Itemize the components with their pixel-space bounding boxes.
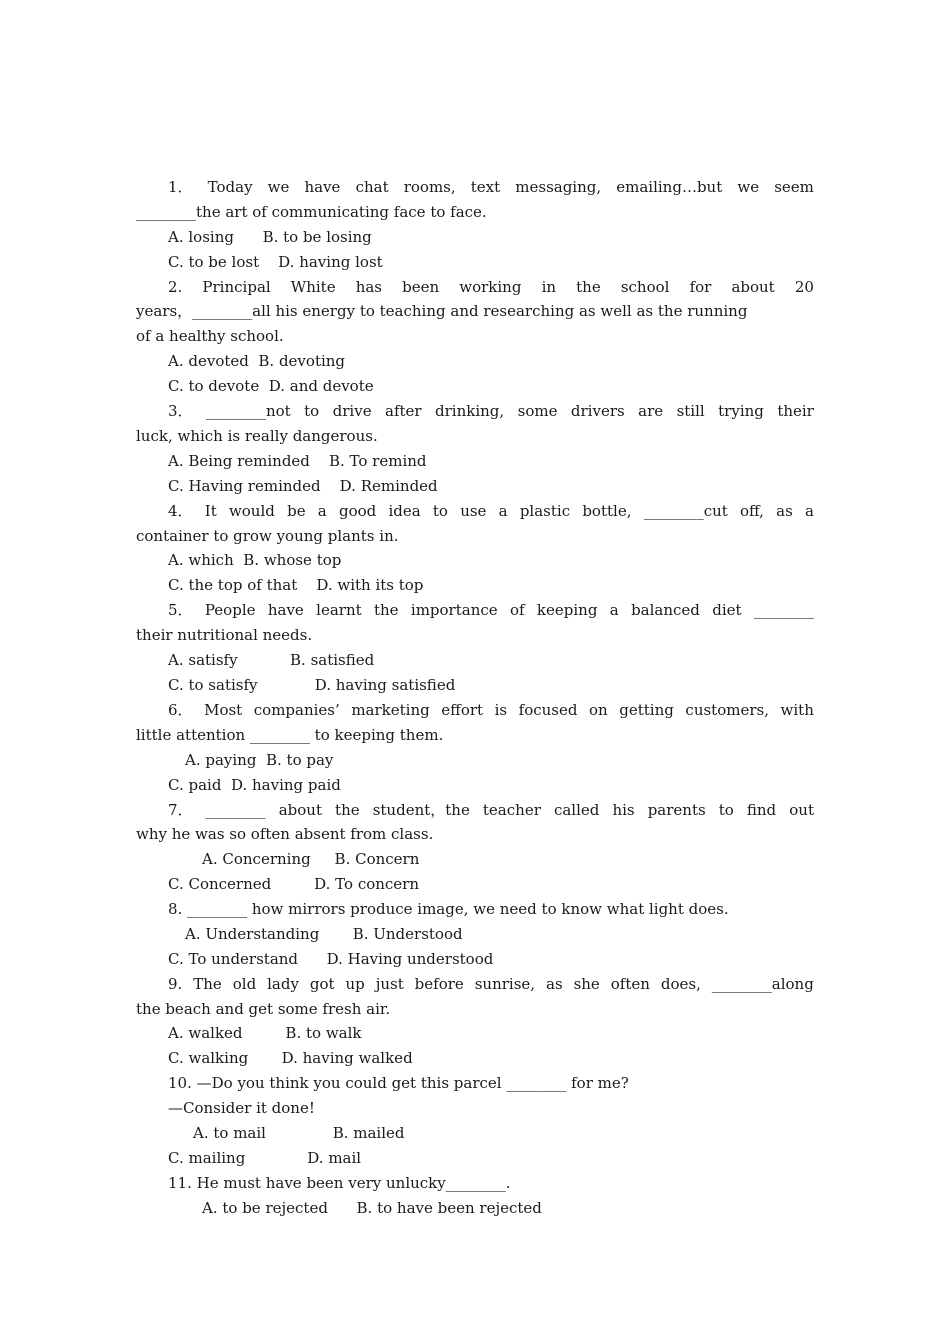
word: 6． (168, 701, 193, 719)
question-8-stem: 8. ________ how mirrors produce image, we need to know what light does. (168, 900, 729, 918)
word: a (805, 502, 814, 520)
question-5-continuation: their nutritional needs. (136, 626, 313, 644)
word: focused (518, 701, 578, 719)
question-2-options-ab: A. devoted B. devoting (168, 352, 346, 370)
word: on (589, 701, 608, 719)
question-3-options-ab: A. Being reminded B. To remind (168, 452, 427, 470)
word: effort (441, 701, 484, 719)
question-10-options-cd: C. mailing D. mail (168, 1149, 362, 1167)
word: importance (410, 601, 498, 619)
word: got (309, 975, 335, 993)
word: ________not (205, 402, 291, 420)
question-10-stem: 10. —Do you think you could get this parcel ________ for me? (168, 1074, 629, 1092)
word: be (287, 502, 306, 520)
word: she (573, 975, 600, 993)
word: off, (740, 502, 764, 520)
word: in (541, 278, 557, 296)
word: just (375, 975, 404, 993)
question-4-continuation: container to grow young plants in. (136, 527, 399, 545)
word: with (780, 701, 814, 719)
question-6-options-cd: C. paid D. having paid (168, 776, 341, 794)
question-2-continuation: years，________all his energy to teaching and researching as well as the running (136, 302, 748, 320)
word: his (612, 801, 635, 819)
word: would (228, 502, 275, 520)
question-8-options-ab: A. Understanding B. Understood (185, 925, 463, 943)
word: 4． (168, 502, 193, 520)
question-9-options-cd: C. walking D. having walked (168, 1049, 413, 1067)
word: some (517, 402, 558, 420)
question-9-continuation: the beach and get some fresh air. (136, 1000, 391, 1018)
word: 9. (168, 975, 183, 993)
word: emailing…but (616, 178, 723, 196)
question-10-options-ab: A. to mail B. mailed (193, 1124, 405, 1142)
question-1-options-ab: A. losing B. to be losing (168, 228, 372, 246)
question-2-continuation-2: of a healthy school. (136, 327, 284, 345)
word: ________cut (643, 502, 728, 520)
question-4-stem (168, 501, 814, 521)
question-2-stem (168, 277, 814, 297)
word: 7． (168, 801, 193, 819)
question-1-stem (168, 177, 814, 197)
word: customers, (685, 701, 769, 719)
word: old (232, 975, 257, 993)
word: 2. (168, 278, 183, 296)
word: bottle, (582, 502, 632, 520)
word: seem (774, 178, 814, 196)
question-4-options-ab: A. which B. whose top (168, 551, 342, 569)
word: learnt (316, 601, 362, 619)
word: are (638, 402, 664, 420)
word: have (267, 601, 304, 619)
word: ________ (753, 601, 814, 619)
word: to (432, 502, 448, 520)
question-10-reply: —Consider it done! (168, 1099, 315, 1117)
word: It (204, 502, 217, 520)
word: out (789, 801, 814, 819)
question-6-continuation: little attention ________ to keeping them. (136, 726, 444, 744)
question-4-options-cd: C. the top of that D. with its top (168, 576, 424, 594)
word: as (546, 975, 563, 993)
word: text (470, 178, 501, 196)
word: rooms, (403, 178, 456, 196)
word: balanced (631, 601, 700, 619)
word: use (460, 502, 487, 520)
word: sunrise, (474, 975, 536, 993)
word: companies’ (253, 701, 340, 719)
word: trying (718, 402, 764, 420)
question-3-continuation: luck, which is really dangerous. (136, 427, 378, 445)
word: to (718, 801, 734, 819)
word: about (278, 801, 322, 819)
word: a (498, 502, 508, 520)
word: a (609, 601, 619, 619)
word: their (777, 402, 814, 420)
question-1-options-cd: C. to be lost D. having lost (168, 253, 383, 271)
word: 1． (168, 178, 193, 196)
question-7-options-cd: C. Concerned D. To concern (168, 875, 420, 893)
word: 3． (168, 402, 193, 420)
question-5-stem (168, 600, 814, 620)
word: has (355, 278, 382, 296)
word: lady (267, 975, 299, 993)
word: have (304, 178, 341, 196)
word: called (553, 801, 600, 819)
word: Principal (202, 278, 271, 296)
word: drivers (570, 402, 625, 420)
word: school (620, 278, 670, 296)
word: as (776, 502, 793, 520)
word: we (267, 178, 290, 196)
word: a (317, 502, 327, 520)
word: is (494, 701, 508, 719)
word: ________along (711, 975, 814, 993)
word: of (509, 601, 525, 619)
question-11-stem: 11. He must have been very unlucky________. (168, 1174, 511, 1192)
word: getting (619, 701, 674, 719)
question-9-stem (168, 974, 814, 994)
word: drive (332, 402, 372, 420)
word: Most (204, 701, 243, 719)
question-7-options-ab: A. Concerning B. Concern (202, 850, 420, 868)
word: still (676, 402, 705, 420)
question-3-stem (168, 401, 814, 421)
word: messaging, (515, 178, 602, 196)
word: the (373, 601, 399, 619)
question-5-options-ab: A. satisfy B. satisfied (168, 651, 375, 669)
question-11-options-ab: A. to be rejected B. to have been rejected (202, 1199, 542, 1217)
word: keeping (536, 601, 598, 619)
word: after (385, 402, 422, 420)
word: drinking, (435, 402, 505, 420)
word: often (610, 975, 650, 993)
word: marketing (351, 701, 430, 719)
word: before (414, 975, 464, 993)
word: the (335, 801, 360, 819)
word: 20 (794, 278, 814, 296)
question-6-options-ab: A. paying B. to pay (185, 751, 334, 769)
question-3-options-cd: C. Having reminded D. Reminded (168, 477, 438, 495)
word: Today (207, 178, 253, 196)
question-7-continuation: why he was so often absent from class. (136, 825, 434, 843)
word: parents (647, 801, 706, 819)
word: the (576, 278, 601, 296)
question-7-stem (168, 800, 814, 820)
word: about (731, 278, 775, 296)
word: for (689, 278, 712, 296)
word: we (737, 178, 760, 196)
question-9-options-ab: A. walked B. to walk (168, 1024, 362, 1042)
word: chat (355, 178, 389, 196)
word: 5． (168, 601, 193, 619)
word: good (338, 502, 377, 520)
word: student，the (372, 801, 470, 819)
word: White (290, 278, 336, 296)
word: to (304, 402, 320, 420)
word: diet (712, 601, 742, 619)
word: find (746, 801, 777, 819)
word: plastic (519, 502, 571, 520)
word: up (345, 975, 365, 993)
question-6-stem (168, 700, 814, 720)
question-2-options-cd: C. to devote D. and devote (168, 377, 374, 395)
word: The (193, 975, 222, 993)
word: does, (660, 975, 701, 993)
word: teacher (482, 801, 541, 819)
word: ________ (205, 801, 266, 819)
word: idea (388, 502, 421, 520)
word: been (402, 278, 440, 296)
word: People (204, 601, 256, 619)
word: working (459, 278, 522, 296)
question-8-options-cd: C. To understand D. Having understood (168, 950, 494, 968)
question-1-continuation: ________the art of communicating face to face. (136, 203, 487, 221)
question-5-options-cd: C. to satisfy D. having satisfied (168, 676, 456, 694)
